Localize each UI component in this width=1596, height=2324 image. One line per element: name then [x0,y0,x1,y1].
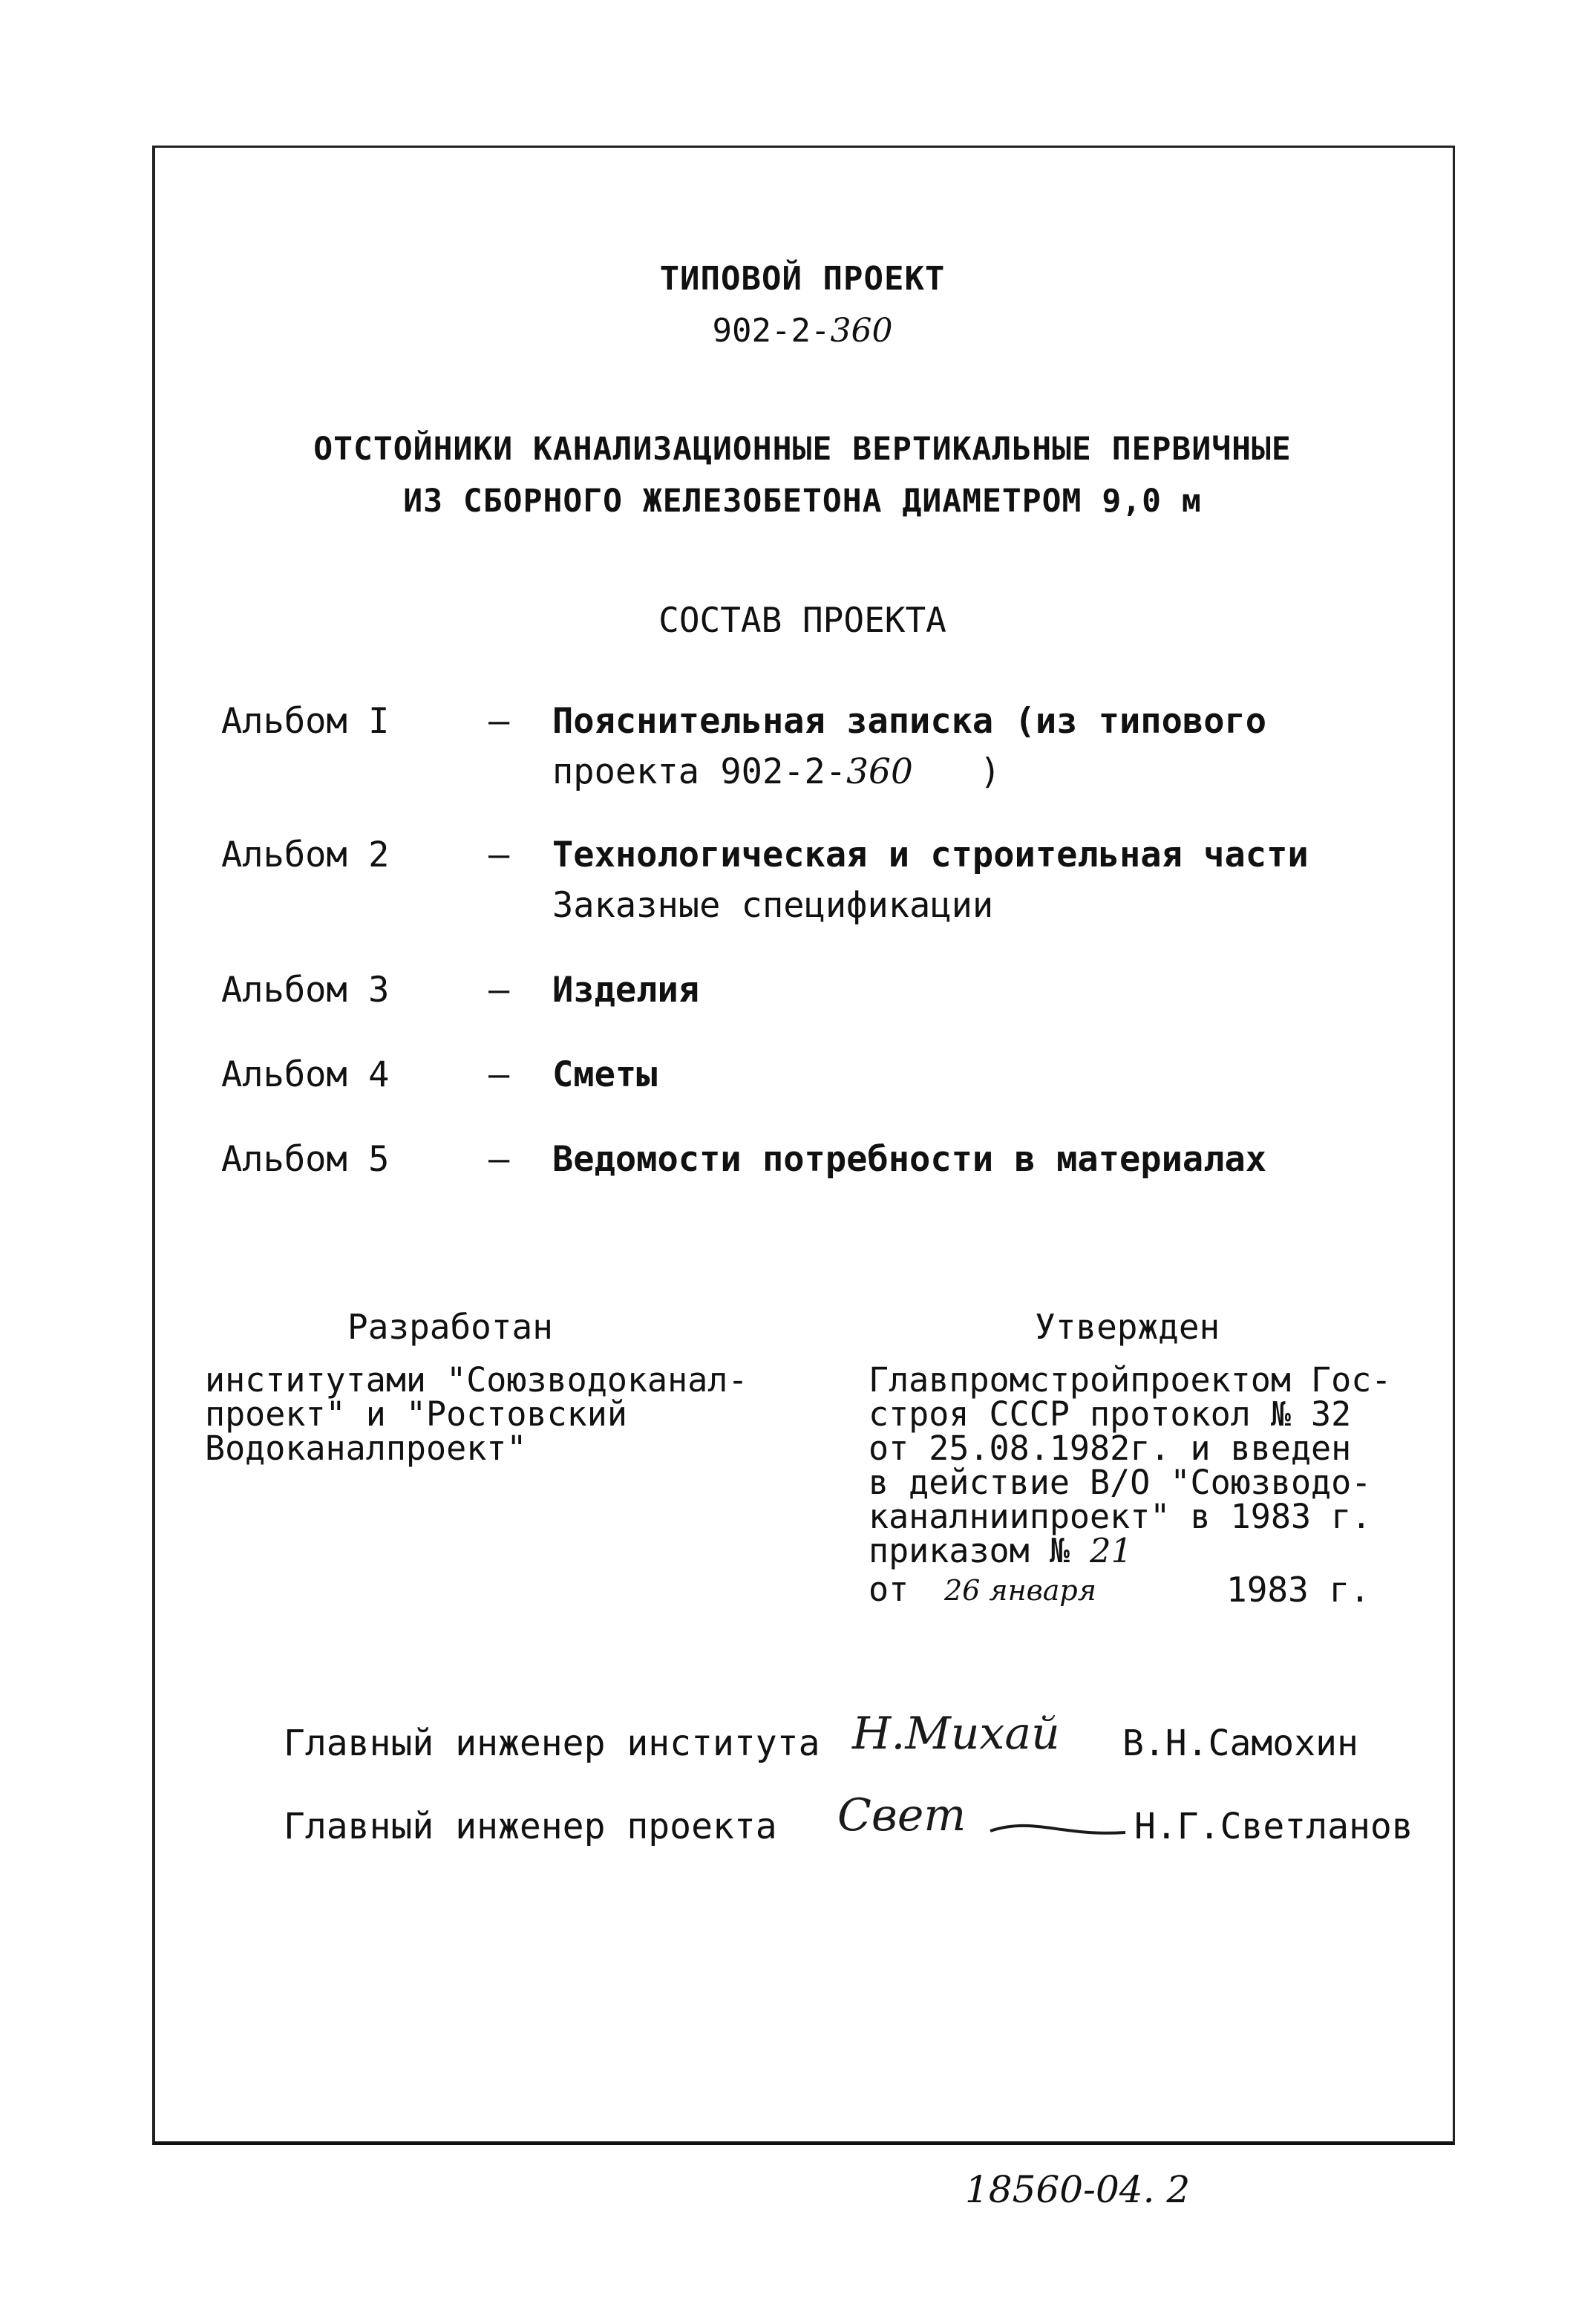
album-2-dash: – [488,835,510,875]
album-5-dash: – [488,1139,510,1180]
signature-name-institute: В.Н.Самохин [1122,1723,1358,1764]
album-1-ref-close: ) [979,751,1001,792]
order-prefix: приказом № [869,1531,1070,1570]
approved-heading: Утвержден [1035,1307,1220,1347]
album-2-desc-line2: Заказные спецификации [552,885,994,926]
album-1-ref-handwritten: 360 [846,751,913,792]
signature-stroke [987,1812,1128,1841]
album-5-name: Альбом 5 [221,1139,390,1180]
album-5-desc-line1: Ведомости потребности в материалах [552,1139,1267,1180]
signature-role-institute: Главный инженер института [284,1723,820,1764]
album-1-desc-line1: Пояснительная записка (из типового [552,701,1267,742]
album-1-name: Альбом I [221,701,390,742]
developed-line1: институтами "Союзводоканал- [205,1360,748,1400]
album-4-dash: – [488,1054,510,1095]
signature-name-project: Н.Г.Светланов [1134,1806,1413,1847]
approved-line3: от 25.08.1982г. и введен [869,1429,1352,1468]
album-1-ref-prefix: проекта 902-2- [552,751,847,792]
album-2-name: Альбом 2 [221,835,390,875]
album-4-name: Альбом 4 [221,1054,390,1095]
project-type-heading: ТИПОВОЙ ПРОЕКТ [659,260,946,298]
album-3-name: Альбом 3 [221,970,390,1011]
developed-line2: проект" и "Ростовский [205,1394,627,1434]
album-3-dash: – [488,970,510,1011]
approved-date-year: 1983 г. [1226,1570,1370,1610]
project-number-prefix: 902-2- [712,312,831,350]
album-3-desc-line1: Изделия [552,970,700,1011]
album-1-dash: – [488,701,510,742]
approved-line1: Главпромстройпроектом Гос- [869,1360,1392,1400]
inventory-number: 18560-04. 2 [965,2168,1191,2211]
developed-heading: Разработан [347,1307,553,1347]
order-number-handwritten: 21 [1090,1531,1133,1570]
album-1-desc-line2 [552,751,1001,792]
document-title-line2: ИЗ СБОРНОГО ЖЕЛЕЗОБЕТОНА ДИАМЕТРОМ 9,0 м [403,483,1202,520]
composition-heading: СОСТАВ ПРОЕКТА [658,600,946,640]
signature-project: Свет [837,1789,967,1841]
signature-role-project: Главный инженер проекта [284,1806,777,1847]
approved-order-line [869,1531,1133,1570]
signature-institute: Н.Михай [852,1708,1060,1760]
document-title-line1: ОТСТОЙНИКИ КАНАЛИЗАЦИОННЫЕ ВЕРТИКАЛЬНЫЕ ПЕРВИЧНЫЕ [313,431,1292,468]
approved-line2: строя СССР протокол № 32 [869,1394,1352,1434]
project-number [152,312,1453,350]
approved-line5: каналниипроект" в 1983 г. [869,1497,1372,1536]
approved-date-handwritten: 26 января [944,1574,1096,1607]
developed-line3: Водоканалпроект" [205,1429,527,1468]
album-4-desc-line1: Сметы [552,1054,658,1095]
approved-date-prefix: от [869,1570,909,1609]
project-number-handwritten: 360 [830,312,893,350]
album-2-desc-line1: Технологическая и строительная части [552,835,1309,875]
approved-line4: в действие В/О "Союзводо- [869,1463,1372,1502]
